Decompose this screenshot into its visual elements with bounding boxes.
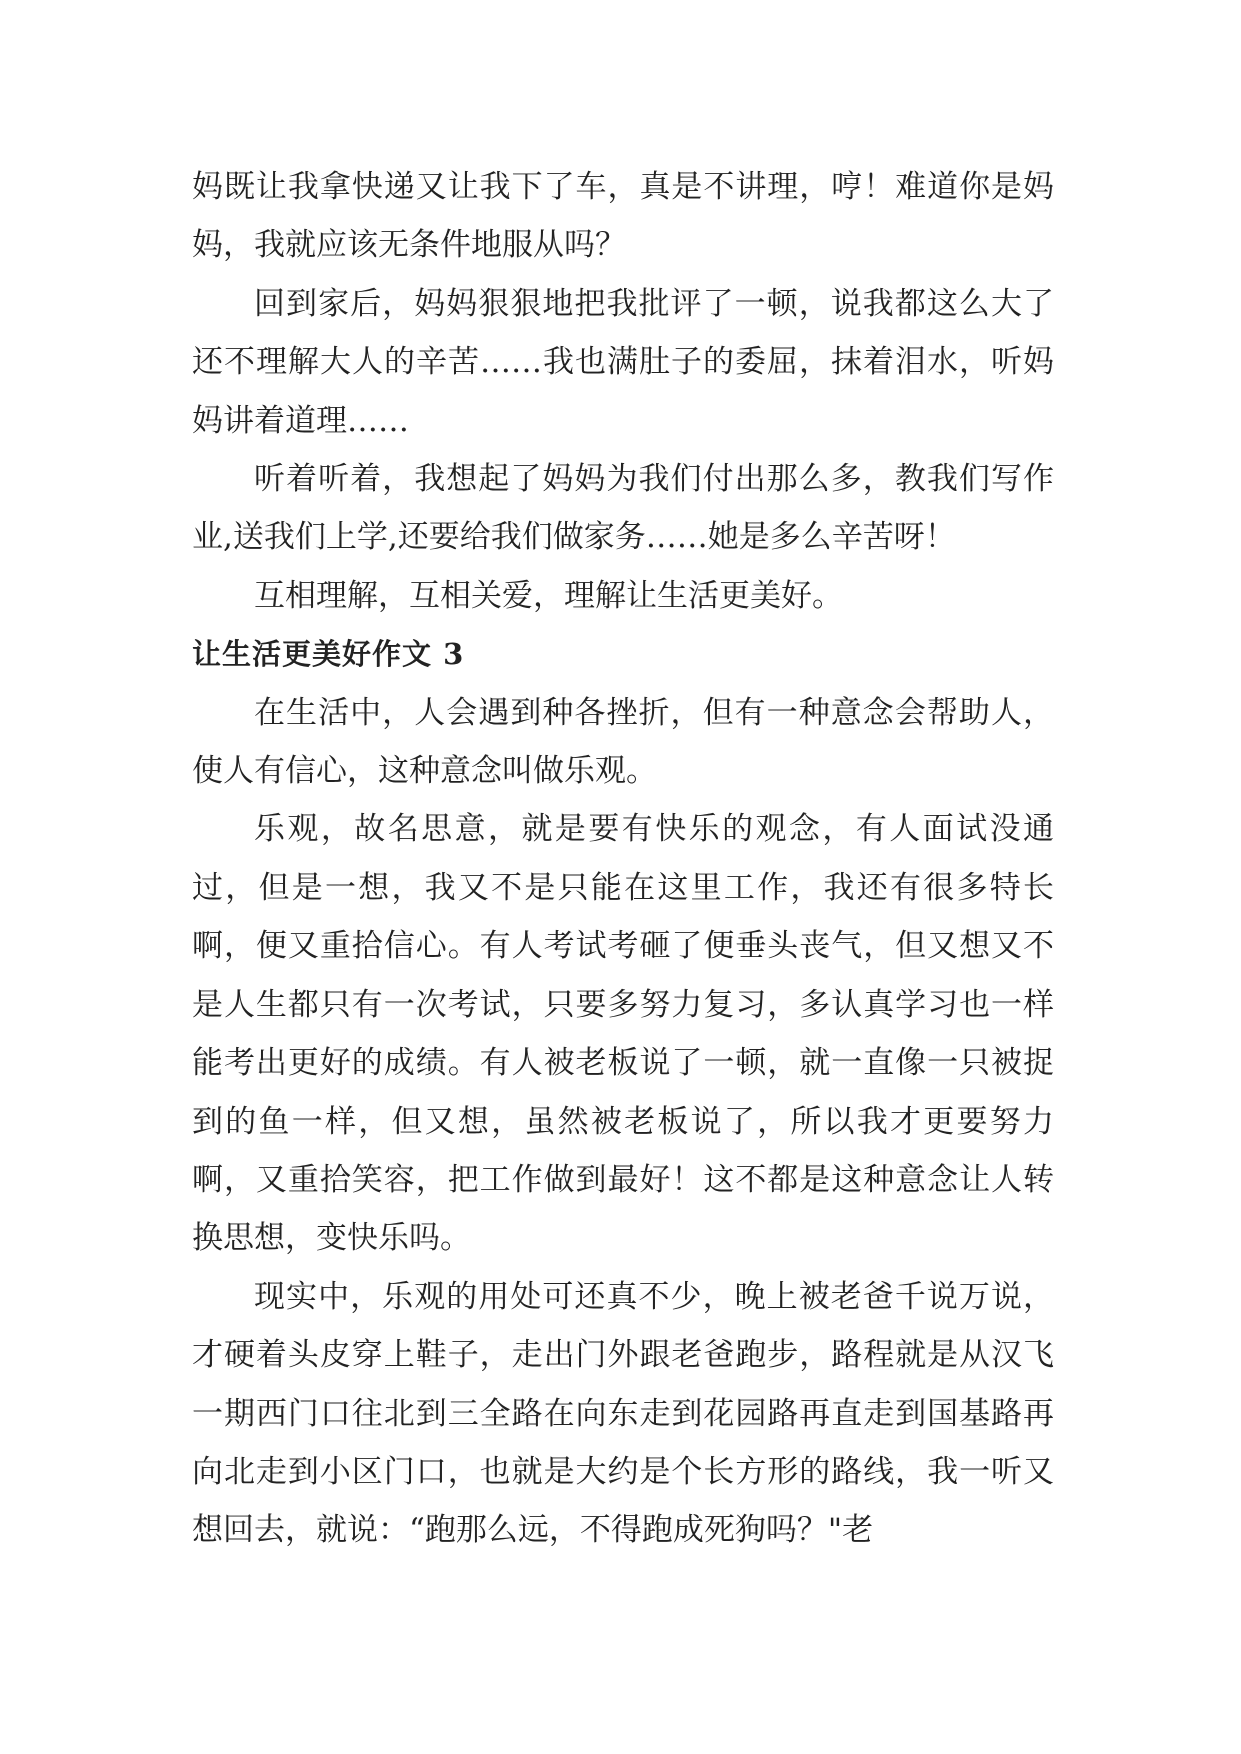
document-body — [192, 158, 1054, 1560]
paragraph-continuation: 妈既让我拿快递又让我下了车，真是不讲理，哼！难道你是妈妈，我就应该无条件地服从吗？ — [192, 169, 1054, 264]
paragraph: 在生活中，人会遇到种各挫折，但有一种意念会帮助人，使人有信心，这种意念叫做乐观。 — [192, 694, 1054, 790]
paragraph: 乐观，故名思意，就是要有快乐的观念，有人面试没通过，但是一想，我又不是只能在这里工作，我还有很多特长啊，便又重拾信心。有人考试考砸了便垂头丧气，但又想又不是人生都只有一次考试，只要多努力复习，多认真学习也一样能考出更好的成绩。有人被老板说了一顿，就一直像一只被捉到的鱼一样，但又想，虽然被老板说了，所以我才更要努力啊，又重拾笑容，把工作做到最好！这不都是这种意念让人转换思想，变快乐吗。 — [192, 811, 1054, 1257]
paragraph: 现实中，乐观的用处可还真不少，晚上被老爸千说万说，才硬着头皮穿上鞋子，走出门外跟老爸跑步，路程就是从汉飞一期西门口往北到三全路在向东走到花园路再直走到国基路再向北走到小区门口，也就是大约是个长方形的路线，我一听又想回去，就说：“跑那么远，不得跑成死狗吗？"老 — [192, 1278, 1054, 1549]
section-title: 让生活更美好作文 3 — [192, 637, 465, 672]
paragraph: 听着听着，我想起了妈妈为我们付出那么多，教我们写作业,送我们上学,还要给我们做家务……她是多么辛苦呀！ — [192, 461, 1054, 556]
paragraph: 互相理解，互相关爱，理解让生活更美好。 — [254, 577, 843, 614]
paragraph: 回到家后，妈妈狠狠地把我批评了一顿，说我都这么大了还不理解大人的辛苦……我也满肚子的委屈，抹着泪水，听妈妈讲着道理…… — [192, 285, 1054, 439]
